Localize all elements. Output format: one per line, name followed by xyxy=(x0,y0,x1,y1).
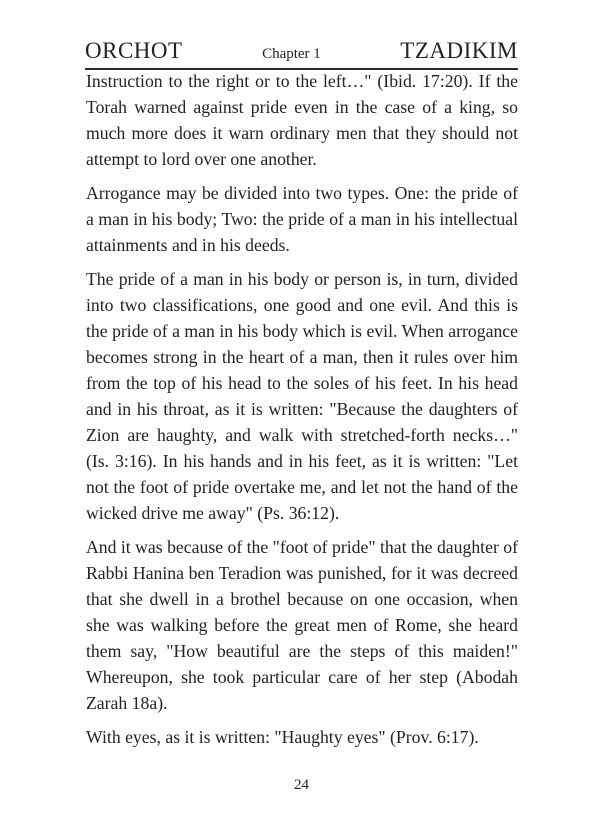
paragraph: The pride of a man in his body or person is, in turn, divided into two classifications, one good and one evil. And this is the pride of a man in his body which is evil. When arrogance becomes strong in the heart of a man, then it rules over him from the top of his head to the soles of his feet. In his head and in his throat, as it is written: "Because the daughters of Zion are haughty, and walk with stretched-forth necks…" (Is. 3:16). In his hands and in his feet, as it is written: "Let not the foot of pride overtake me, and let not the hand of the wicked drive me away" (Ps. 36:12). xyxy=(86,269,518,523)
page-body-text xyxy=(86,68,518,758)
header-right-title: TZADIKIM xyxy=(400,38,518,63)
header-chapter-label: Chapter 1 xyxy=(262,46,321,62)
paragraph: Instruction to the right or to the left…" (Ibid. 17:20). If the Torah warned against pride even in the case of a king, so much more does it warn ordinary men that they should not attempt to lord over one another. xyxy=(86,71,518,169)
paragraph: Arrogance may be divided into two types. One: the pride of a man in his body; Two: the pride of a man in his intellectual attainments and in his deeds. xyxy=(86,183,518,255)
header-left-title: ORCHOT xyxy=(85,38,183,63)
page-header xyxy=(85,39,518,70)
page-number: 24 xyxy=(294,777,309,793)
page-footer xyxy=(85,777,518,794)
paragraph: And it was because of the "foot of pride" that the daughter of Rabbi Hanina ben Teradion was punished, for it was decreed that she dwell in a brothel because on one occasion, when she was walking before the great men of Rome, she heard them say, "How beautiful are the steps of this maiden!" Whereupon, she took particular care of her step (Abodah Zarah 18a). xyxy=(86,537,518,713)
paragraph: With eyes, as it is written: "Haughty eyes" (Prov. 6:17). xyxy=(86,727,479,747)
